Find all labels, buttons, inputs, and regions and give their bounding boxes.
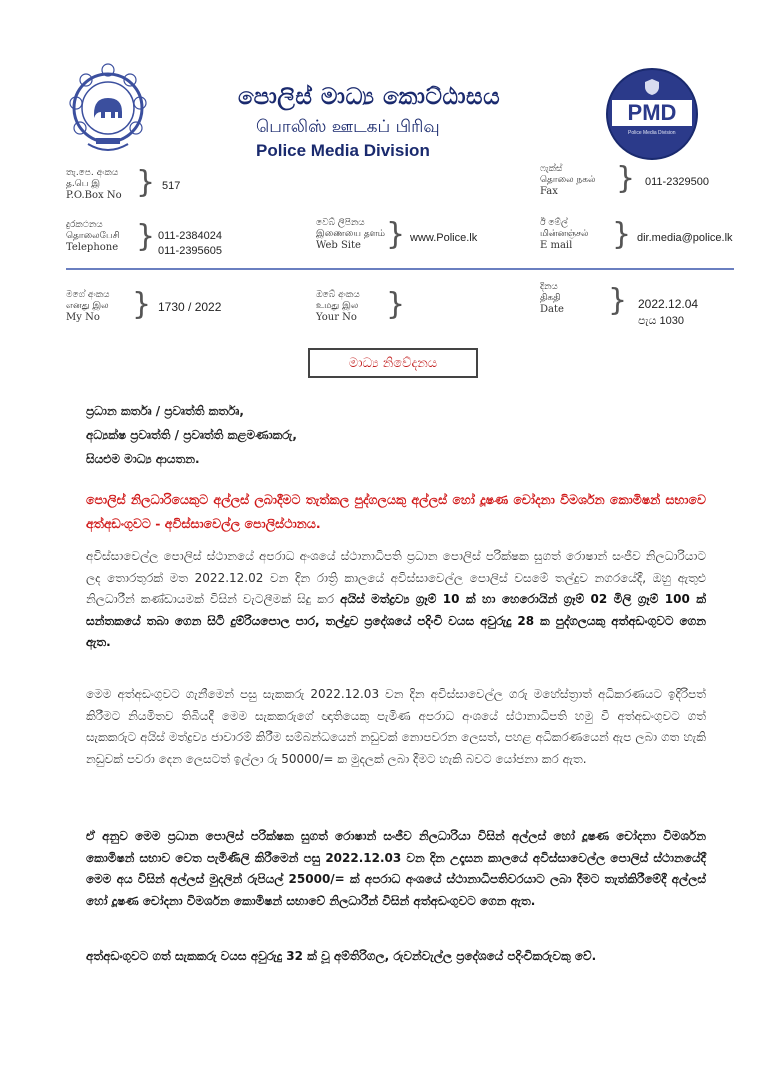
title-sinhala: පොලිස් මාධ්‍ය කොට්ඨාසය <box>238 84 501 110</box>
paragraph-2: මෙම අත්අඩංගුවට ගැනීමෙන් පසු සැකකරු 2022.12.03 වන දින අවිස්සාවෙල්ල ගරු මහේස්ත්‍රාත් අධිකරණයට ඉදිරිපත් කිරීමට නියමිතව තිබියදී මෙම සැකකරුගේ ඥාතියෙකු පැමිණ අපරාධ අංශයේ ස්ථානාධිපති හමු වී අත්අඩංගුවට ගත් සැකකරුට අයිස් මත්ද්‍රව්‍ය ජාවාරම් කිරීම සම්බන්ධයෙන් නඩුවක් නොපවරන ලෙසත්, පහළ අධිකරණයෙන් ඇප ලබා ගත හැකි නඩුවක් පවරා දෙන ලෙසටත් ඉල්ලා රු 50000/= ක මුදලක් ලබා දීමට හැකි බවට යෝජනා කර ඇත. <box>86 687 706 766</box>
media-release-title-box <box>308 348 478 378</box>
paragraph-1-bold: අයිස් මත්ද්‍රව්‍ය ග්‍රෑම් 10 ක් හා හෙරොයින් ග්‍රෑම් 02 මිලි ග්‍රෑම් 100 ක් සන්තකයේ තබා ගෙන සිටි දුම්රියපොල පාර, තල්දුව ප්‍රදේශයේ පදිංචි වයස අවුරුදු 28 ක පුද්ගලයකු අත්අඩංගුවට ගෙන ඇත. <box>86 592 706 649</box>
title-english: Police Media Division <box>256 141 430 160</box>
pobox-value: 517 <box>162 180 181 192</box>
pmd-logo-text: PMD <box>612 100 692 126</box>
paragraph-1 <box>86 546 706 654</box>
paragraph-1-text: අවිස්සාවෙල්ල පොලිස් ස්ථානයේ අපරාධ අංශයේ ස්ථානාධිපති ප්‍රධාන පොලිස් පරික්ෂක සුගත් රොෂාන් සංජීව නිලධාරියාට ලද තොරතුරක් මත 2022.12.02 වන දින රාත්‍රි කාලයේ අවිස්සාවෙල්ල පොලිස් වසමේ තල්දුව නගරයේදී, ඔහු ඇතුළු නිලධාරීන් කණ්ඩායමක් විසින් වැටලීමක් සිදු කර <box>86 549 706 606</box>
date-value: 2022.12.04 <box>638 297 699 311</box>
media-release-title: මාධ්‍ය නිවේදනය <box>348 355 438 371</box>
website-brace: } <box>386 217 406 252</box>
email-value: dir.media@police.lk <box>637 232 733 244</box>
website-label: වෙබ් ලිපිනය இணையை தளம் Web Site <box>316 218 386 251</box>
header-divider <box>66 268 734 270</box>
title-tamil: பொலிஸ் ஊடகப் பிரிவு <box>256 117 440 137</box>
addressee-line-1: ප්‍රධාන කර්තෘ / ප්‍රවෘත්ති කර්තෘ, <box>86 404 244 418</box>
pmd-logo-subtitle: Police Media Division <box>628 130 676 136</box>
date-brace: } <box>608 283 628 318</box>
headline: පොලිස් නිලධාරියෙකුට අල්ලස් ලබාදීමට තැත්කල පුද්ගලයකු අල්ලස් හෝ දූෂණ චෝදනා විමර්ශන කොමිෂන් සභාවෙ අත්අඩංගුවට - අවිස්සාවෙල්ල පොලිස්ථානය. <box>86 492 706 531</box>
date-time: පැය 1030 <box>638 315 684 327</box>
fax-label: ෆැක්ස් தொலை நகல் Fax <box>540 164 596 197</box>
addressee-line-3: සියළුම මාධ්‍ය ආයතන. <box>86 452 200 466</box>
email-brace: } <box>612 217 632 252</box>
addressee-line-2: අධ්‍යක්ෂ ප්‍රවෘත්ති / ප්‍රවෘත්ති කළමණාකරු, <box>86 428 297 442</box>
fax-brace: } <box>616 161 636 196</box>
police-emblem-logo <box>66 58 150 156</box>
pobox-brace: } <box>136 165 156 200</box>
telephone-brace: } <box>136 219 156 254</box>
website-value: www.Police.lk <box>410 232 478 244</box>
fax-value: 011-2329500 <box>645 176 710 188</box>
email-label: ඊ මේල් மின்னஞ்சல் E mail <box>540 218 589 251</box>
telephone-value-2: 011-2395605 <box>158 245 223 257</box>
paragraph-3: ඒ අනුව මෙම ප්‍රධාන පොලිස් පරික්ෂක සුගත් රොෂාන් සංජීව නිලධාරියා විසින් අල්ලස් හෝ දූෂණ චෝදනා විමර්ශන කොමිෂන් සභාව වෙත පැමිණිලි කිරීමෙන් පසු 2022.12.03 වන දින උදෑසන කාලයේ අවිස්සාවෙල්ල පොලිස් ස්ථානයේදී මෙම අය විසින් අල්ලස් මුදලින් රුපියල් 25000/= ක් අපරාධ අංශයේ ස්ථානාධිපතිවරයාට ලබා දීමට තැත්කිරීමේදී අල්ලස් හෝ දූෂණ චෝදනා විමර්ශන කොමිෂන් සභාවේ නිලධාරීන් විසින් අත්අඩංගුවට ගෙන ඇත. <box>86 829 706 908</box>
my-no-brace: } <box>132 287 152 322</box>
my-no-label: මගේ අංකය எனது இல My No <box>66 290 110 323</box>
my-no-value: 1730 / 2022 <box>158 300 222 314</box>
pobox-label: තැ.පෙ. අංකය த.பெ இ P.O.Box No <box>66 168 122 201</box>
pmd-logo <box>606 68 698 160</box>
telephone-label: දුරකථනය தொலைபேசி Telephone <box>66 220 120 253</box>
paragraph-4: අත්අඩංගුවට ගත් සැකකරු වයස අවුරුදු 32 ක් වූ අම්තිරිගල, රුවන්වැල්ල ප්‍රදේශයේ පදිංචිකරුවකු වේ. <box>86 949 597 963</box>
date-label: දිනය திகதி Date <box>540 282 564 315</box>
your-no-brace: } <box>386 287 406 322</box>
telephone-value-1: 011-2384024 <box>158 230 223 242</box>
shield-icon <box>644 78 660 96</box>
your-no-label: ඔබේ අංකය உமது இல Your No <box>316 290 360 323</box>
